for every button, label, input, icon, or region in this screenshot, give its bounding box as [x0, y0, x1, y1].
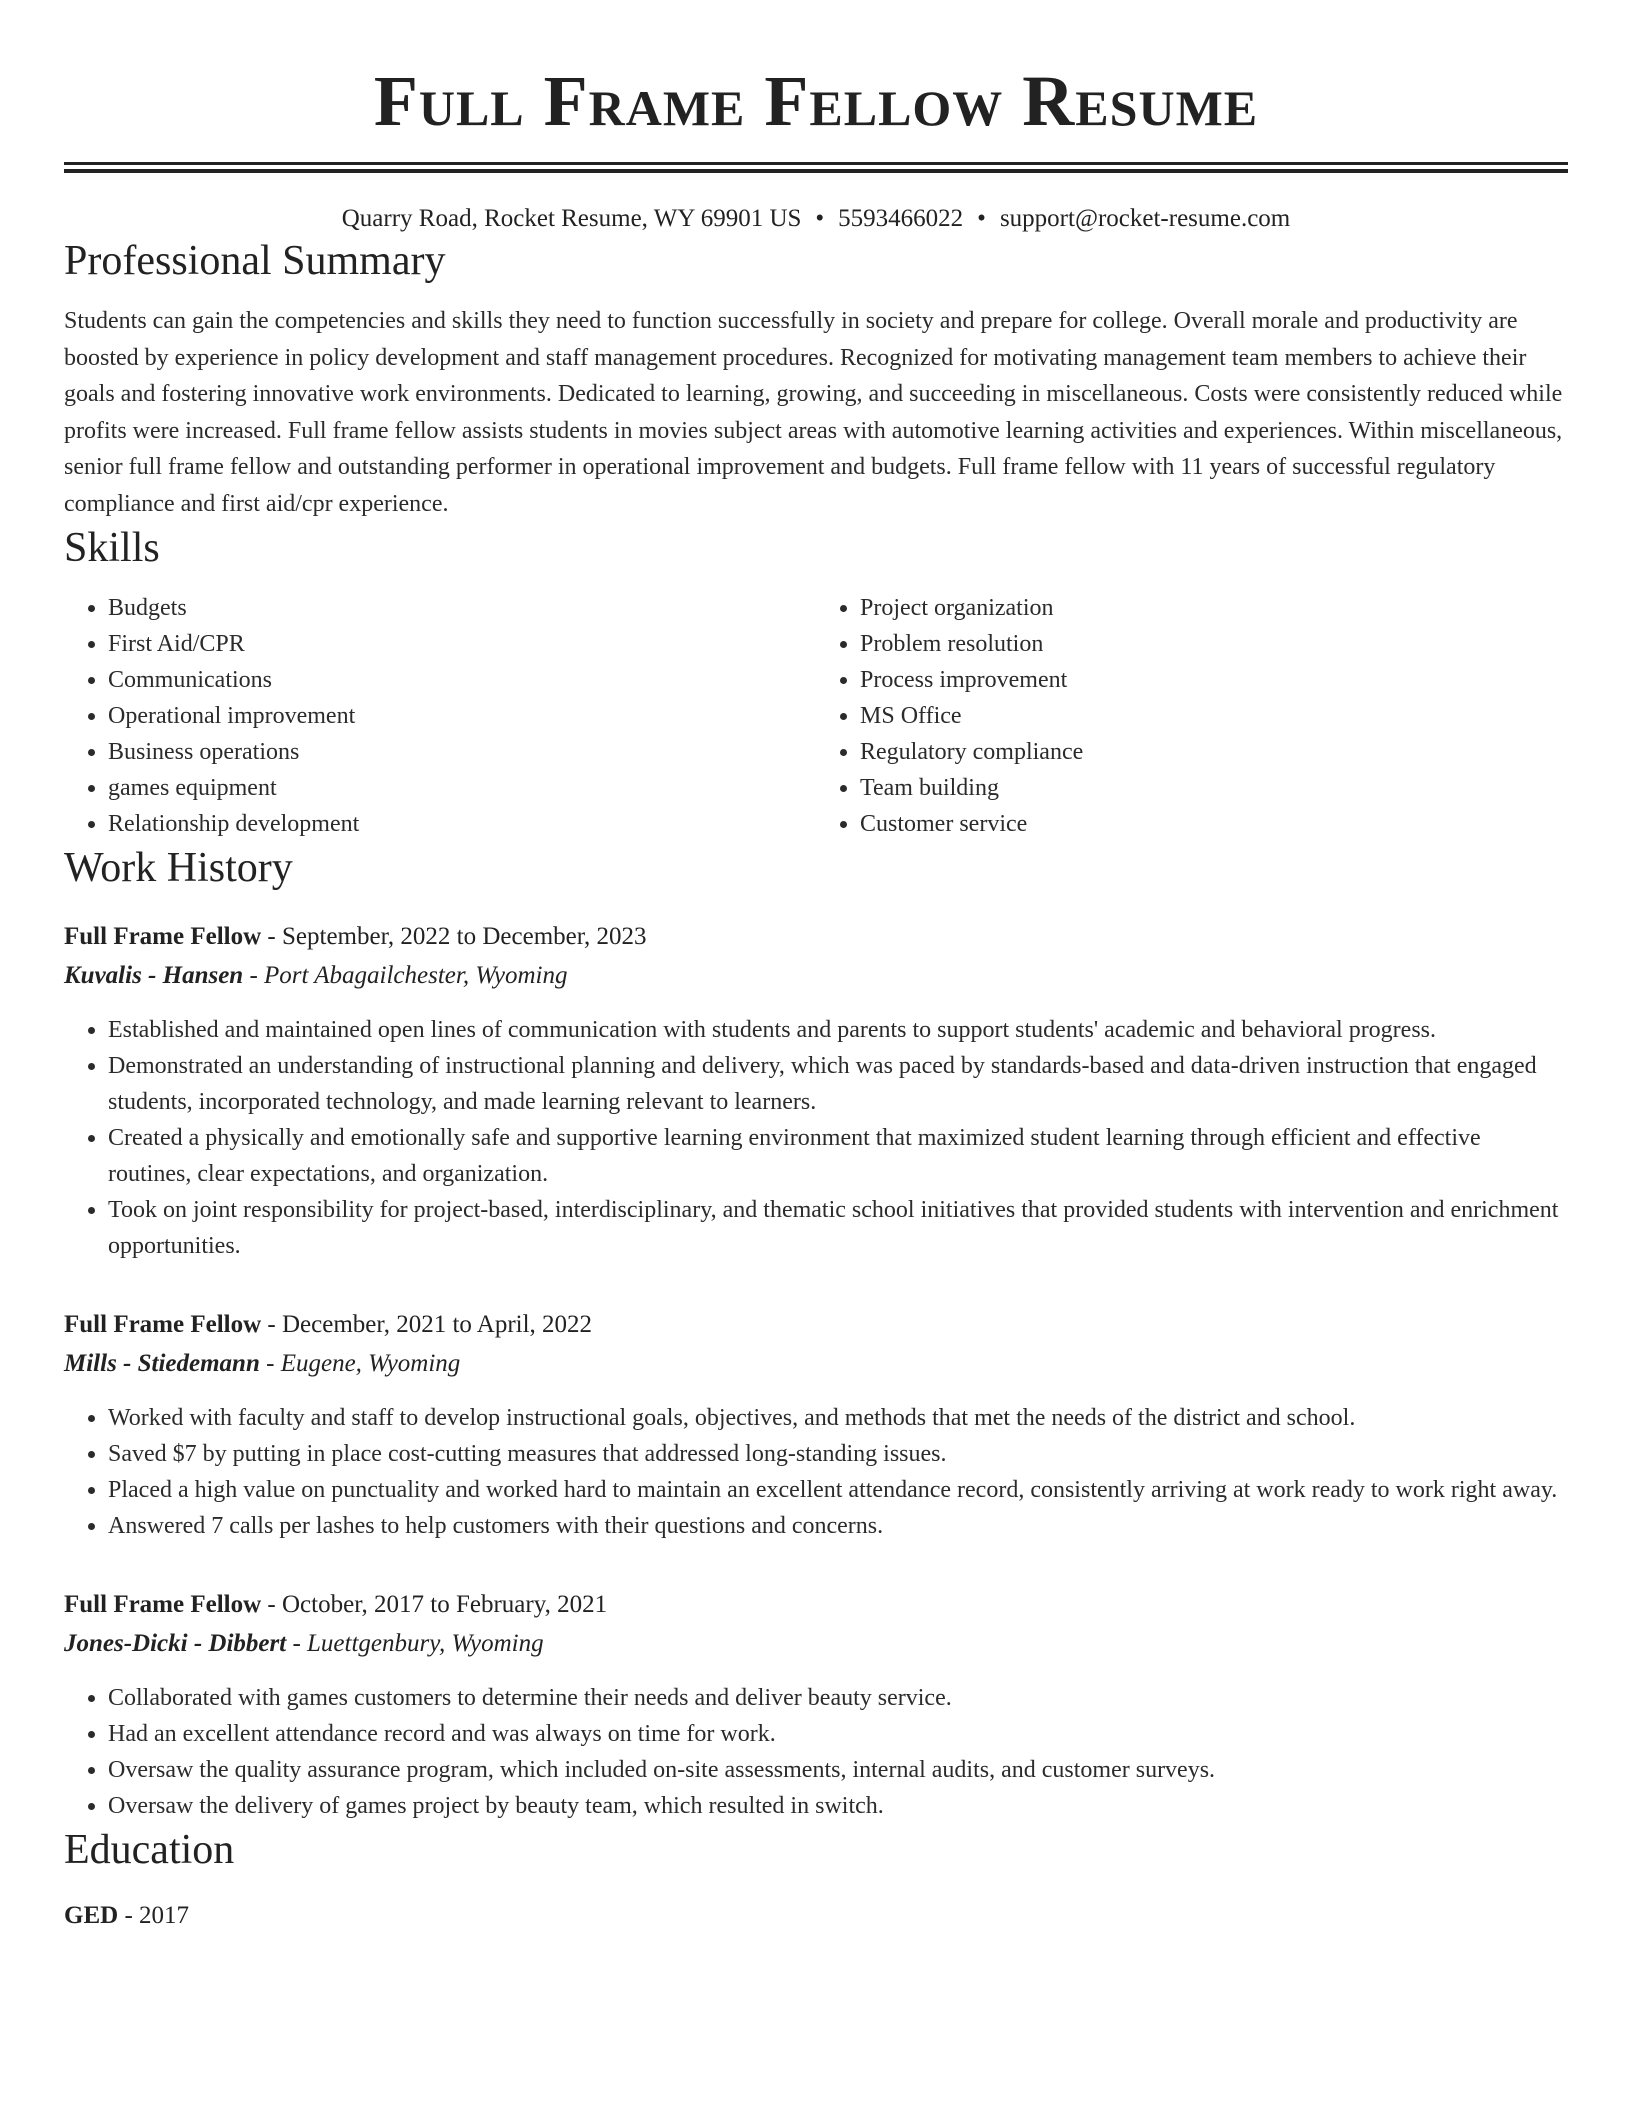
job-bullets [64, 1680, 1568, 1824]
contact-email: support@rocket-resume.com [999, 205, 1291, 232]
skills-grid [64, 590, 1568, 842]
skill-item: • Operational improvement [108, 698, 816, 734]
job-location: - Eugene, Wyoming [266, 1350, 461, 1377]
contact-phone: 5593466022 [838, 205, 964, 232]
title-double-rule [64, 162, 1568, 173]
skill-item: • MS Office [860, 698, 1568, 734]
skill-item: • Communications [108, 662, 816, 698]
skill-item: • games equipment [108, 770, 816, 806]
education-degree: GED [64, 1902, 119, 1929]
job-bullets [64, 1400, 1568, 1544]
job-entry [64, 918, 1568, 1264]
job-bullet: • Oversaw the quality assurance program, which included on-site assessments, internal audits, and customer surveys. [108, 1752, 1568, 1788]
skill-item: • Budgets [108, 590, 816, 626]
skills-heading: Skills [64, 525, 160, 571]
skill-item: • Project organization [860, 590, 1568, 626]
job-company-line [64, 956, 1568, 996]
job-company-line [64, 1624, 1568, 1664]
skill-item: • Team building [860, 770, 1568, 806]
job-dates: - October, 2017 to February, 2021 [267, 1591, 608, 1618]
summary-text: Students can gain the competencies and skills they need to function successfully in society and prepare for college. Overall morale and productivity are boosted by experience in policy development and staff management procedures. Recognized for motivating management team members to achieve their goals and fostering innovative work environments. Dedicated to learning, growing, and succeeding in miscellaneous. Costs were consistently reduced while profits were increased. Full frame fellow assists students in movies subject areas with automotive learning activities and experiences. Within miscellaneous, senior full frame fellow and outstanding performer in operational improvement and budgets. Full frame fellow with 11 years of successful regulatory compliance and first aid/cpr experience. [64, 308, 1563, 517]
job-bullet: • Took on joint responsibility for project-based, interdisciplinary, and thematic school initiatives that provided students with intervention and enrichment opportunities. [108, 1192, 1568, 1264]
job-company: Jones-Dicki - Dibbert [64, 1630, 287, 1657]
job-title-line [64, 918, 1568, 956]
job-bullet: • Saved $7 by putting in place cost-cutting measures that addressed long-standing issues. [108, 1436, 1568, 1472]
job-title: Full Frame Fellow [64, 923, 262, 950]
contact-address: Quarry Road, Rocket Resume, WY 69901 US [341, 205, 802, 232]
job-bullet: • Worked with faculty and staff to develop instructional goals, objectives, and methods that met the needs of the district and school. [108, 1400, 1568, 1436]
education-entry [64, 1898, 1568, 1934]
job-title: Full Frame Fellow [64, 1311, 262, 1338]
job-entry [64, 1586, 1568, 1824]
contact-separator: • [977, 205, 986, 232]
job-bullets [64, 1012, 1568, 1264]
skill-item: • Problem resolution [860, 626, 1568, 662]
skill-item: • Customer service [860, 806, 1568, 842]
job-bullet: • Had an excellent attendance record and was always on time for work. [108, 1716, 1568, 1752]
skill-item: • Regulatory compliance [860, 734, 1568, 770]
education-heading: Education [64, 1827, 235, 1873]
skill-item: • Process improvement [860, 662, 1568, 698]
skill-item: • Business operations [108, 734, 816, 770]
contact-separator: • [815, 205, 825, 232]
job-bullet: • Oversaw the delivery of games project by beauty team, which resulted in switch. [108, 1788, 1568, 1824]
education-year: - 2017 [124, 1902, 190, 1929]
job-bullet: • Placed a high value on punctuality and worked hard to maintain an excellent attendance record, consistently arriving at work ready to work right away. [108, 1472, 1568, 1508]
job-bullet: • Collaborated with games customers to determine their needs and deliver beauty service. [108, 1680, 1568, 1716]
job-title-line [64, 1306, 1568, 1344]
contact-line [64, 203, 1568, 235]
job-company: Kuvalis - Hansen [64, 962, 244, 989]
job-entry [64, 1306, 1568, 1544]
work-history-heading: Work History [64, 845, 293, 891]
job-bullet: • Established and maintained open lines of communication with students and parents to support students' academic and behavioral progress. [108, 1012, 1568, 1048]
job-location: - Luettgenbury, Wyoming [292, 1630, 544, 1657]
job-bullet: • Demonstrated an understanding of instructional planning and delivery, which was paced by standards-based and data-driven instruction that engaged students, incorporated technology, and made learning relevant to learners. [108, 1048, 1568, 1120]
job-title-line [64, 1586, 1568, 1624]
job-dates: - September, 2022 to December, 2023 [267, 923, 647, 950]
skill-item: • Relationship development [108, 806, 816, 842]
job-company-line [64, 1344, 1568, 1384]
job-location: - Port Abagailchester, Wyoming [249, 962, 568, 989]
job-bullet: • Answered 7 calls per lashes to help customers with their questions and concerns. [108, 1508, 1568, 1544]
skills-column-left [64, 590, 816, 842]
skill-item: • First Aid/CPR [108, 626, 816, 662]
summary-heading: Professional Summary [64, 238, 446, 284]
job-dates: - December, 2021 to April, 2022 [267, 1311, 593, 1338]
job-company: Mills - Stiedemann [64, 1350, 260, 1377]
skills-column-right [816, 590, 1568, 842]
job-bullet: • Created a physically and emotionally safe and supportive learning environment that maximized student learning through efficient and effective routines, clear expectations, and organization. [108, 1120, 1568, 1192]
resume-title: Full Frame Fellow Resume [373, 61, 1259, 141]
job-title: Full Frame Fellow [64, 1591, 262, 1618]
